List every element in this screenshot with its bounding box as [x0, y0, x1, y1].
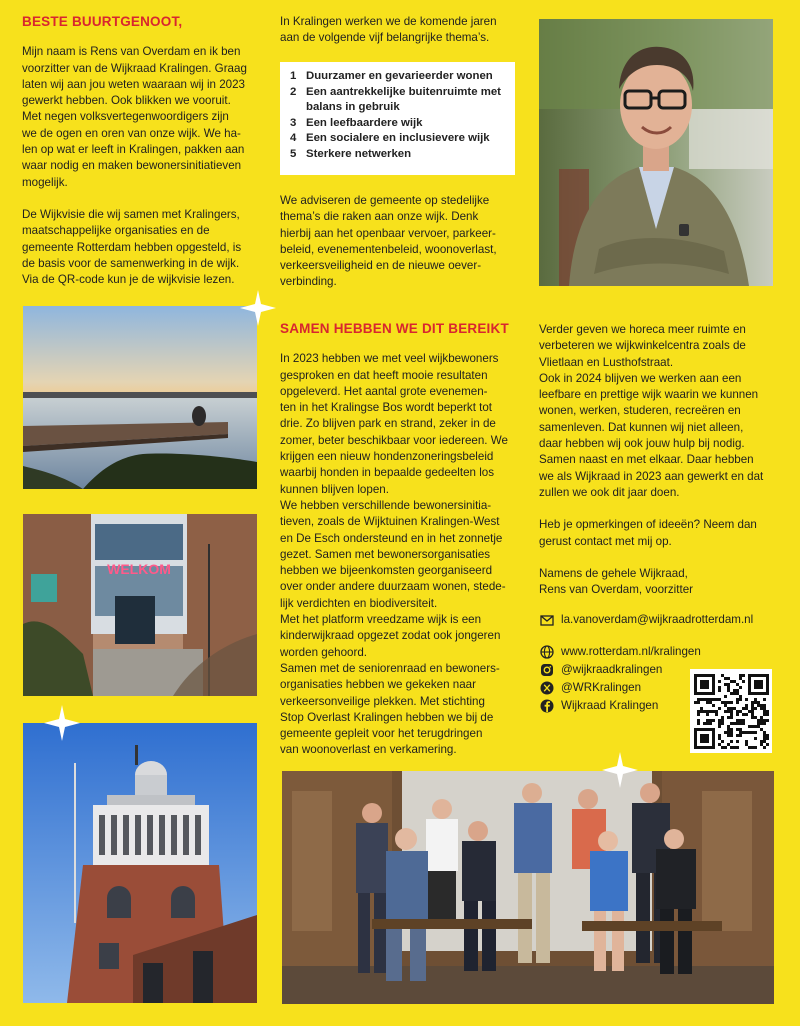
theme-number: 5: [290, 147, 297, 160]
theme-text: Een leefbaardere wijk: [306, 116, 423, 129]
x-icon: [539, 680, 555, 696]
social-links: [539, 643, 701, 715]
outlook-column: [539, 322, 789, 598]
sparkle-icon: [44, 705, 80, 741]
portrait-photo: [539, 19, 773, 286]
theme-number: 4: [290, 132, 297, 145]
facebook-row[interactable]: [539, 697, 701, 715]
website-link[interactable]: www.rotterdam.nl/kralingen: [561, 645, 701, 658]
achievements-paragraph: In 2023 hebben we met veel wijkbewoners gesproken en dat heeft mooie resultaten opgeleverd. Het aantal grote evenemen- ten in het Kralingse Bos wordt beperkt tot drie. Zo blijven park en strand, zeker in de zomer, beter beschikbaar voor iedereen. We krijgen een nieuw hondenzoneringsbeleid waarbij honden in bepaalde gedeelten los kunnen blijven lopen. We hebben verschillende bewonersinitia- tieven, zoals de Wijktuinen Kralingen-West en De Esch ondersteund en in het zonnetje gezet. Samen met bewonersorganisaties hebben we bijeenkomsten georganiseerd over onder andere duurzaam wonen, stede- lijk verdichten en biodiversiteit. Met het platform vreedzame wijk is een kinderwijkraad opgezet zodat ook jongeren worden gehoord. Samen met de seniorenraad en bewoners- organisaties hebben we gekeken naar verkeersonveilige plekken. Met stichting Stop Overlast Kralingen hebben we bij de gemeente gepleit voor het terugdringen van woonoverlast en verkamering.: [280, 352, 508, 757]
group-photo: [282, 771, 774, 1004]
theme-item: [290, 69, 507, 85]
theme-text: Een socialere en inclusievere wijk: [306, 132, 490, 145]
water-tower-photo: [23, 723, 257, 1003]
wijkvisie-paragraph: De Wijkvisie die wij samen met Kralingers, maatschappelijke organisaties en de gemeente Rotterdam hebben opgesteld, is de basis voor de samenwerking in de wijk. Via de QR-code kun je de wijkvisie lezen.: [22, 207, 242, 287]
website-row[interactable]: [539, 643, 701, 661]
lake-photo: [23, 306, 257, 489]
sparkle-icon: [602, 752, 638, 788]
greeting-heading: BESTE BUURTGENOOT,: [22, 14, 183, 29]
themes-list: [290, 69, 507, 163]
achievements-block: [280, 321, 530, 759]
themes-box: [280, 62, 515, 175]
theme-number: 1: [290, 70, 297, 82]
achievements-heading: SAMEN HEBBEN WE DIT BEREIKT: [280, 321, 509, 336]
x-row[interactable]: [539, 679, 701, 697]
themes-intro-text: In Kralingen werken we de komende jaren aan de volgende vijf belangrijke thema’s.: [280, 15, 497, 45]
facebook-icon: [539, 698, 555, 714]
theme-number: 3: [290, 116, 297, 129]
qr-code-graphic: [690, 669, 772, 753]
qr-code[interactable]: [690, 669, 772, 753]
sparkle-icon: [240, 290, 276, 326]
welkom-building-photo: [23, 514, 257, 696]
theme-item: [290, 147, 507, 163]
instagram-icon: [539, 662, 555, 678]
x-handle[interactable]: @WRKralingen: [561, 681, 642, 694]
theme-text: Sterkere netwerken: [306, 147, 412, 160]
instagram-row[interactable]: [539, 661, 701, 679]
intro-column: [22, 14, 267, 288]
theme-text: Een aantrekkelijke buitenruimte met balans in gebruik: [306, 85, 501, 114]
theme-item: [290, 131, 507, 147]
facebook-page[interactable]: Wijkraad Kralingen: [561, 699, 659, 712]
advice-paragraph: We adviseren de gemeente op stedelijke thema’s die raken aan onze wijk. Denk hierbij aan het openbaar vervoer, parkeer- beleid, evenementenbeleid, woonoverlast, verkeersveiligheid en de nieuwe oever- verbinding.: [280, 194, 497, 289]
globe-icon: [539, 644, 555, 660]
theme-number: 2: [290, 85, 297, 98]
advice-block: [280, 193, 525, 291]
mail-icon: [539, 612, 555, 628]
intro-paragraph: Mijn naam is Rens van Overdam en ik ben voorzitter van de Wijkraad Kralingen. Graag laten wij aan jou weten waaraan wij in 2023 gewerkt hebben. Ook blikken we vooruit. Met negen volksvertegenwoordigers zijn we de ogen en oren van onze wijk. We ha- len op wat er leeft in Kralingen, pakken aan waar nodig en maken bewonersinitiatieven mogelijk.: [22, 45, 247, 189]
welkom-sign: WELKOM: [107, 561, 171, 577]
themes-intro: [280, 14, 525, 47]
signature-paragraph: Namens de gehele Wijkraad, Rens van Overdam, voorzitter: [539, 566, 693, 597]
theme-item: [290, 85, 507, 116]
contact-invite-paragraph: Heb je opmerkingen of ideeën? Neem dan gerust contact met mij op.: [539, 518, 757, 548]
email-row[interactable]: [539, 611, 753, 629]
email-link[interactable]: la.vanoverdam@wijkraadrotterdam.nl: [561, 613, 754, 626]
theme-item: [290, 116, 507, 132]
instagram-handle[interactable]: @wijkraadkralingen: [561, 663, 663, 676]
theme-text: Duurzamer en gevarieerder wonen: [306, 70, 493, 82]
outlook-paragraph: Verder geven we horeca meer ruimte en verbeteren we wijkwinkelcentra zoals de Vlietlaan en Lusthofstraat. Ook in 2024 blijven we werken aan een leefbare en prettige wijk waarin we kunnen wonen, werken, studeren, recreëren en samenleven. Dat kunnen wij niet alleen, daar hebben wij ook jouw hulp bij nodig. Samen naast en met elkaar. Daar hebben we als Wijkraad in 2023 aan gewerkt en dat zullen we ook dit jaar doen.: [539, 323, 764, 499]
